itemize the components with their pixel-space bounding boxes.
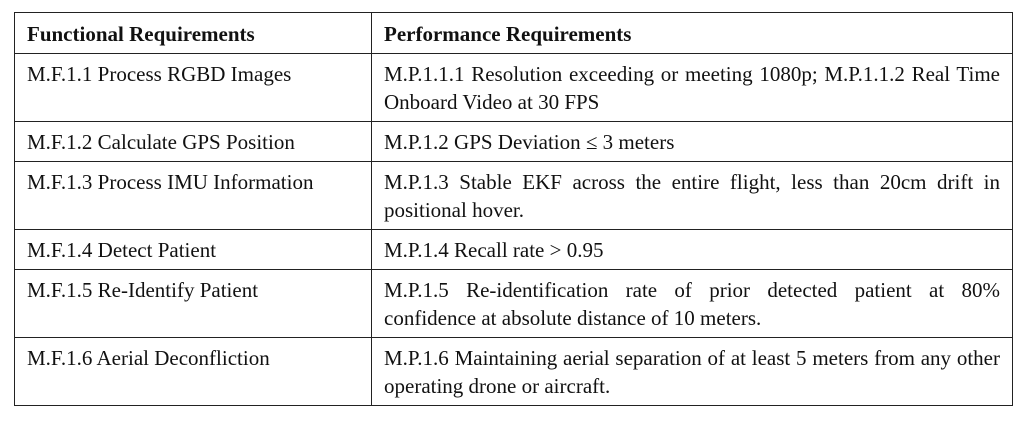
performance-requirement-cell: M.P.1.6 Maintaining aerial separation of at least 5 meters from any other operating drone or aircraft.: [372, 338, 1013, 406]
table-row: [15, 270, 1013, 338]
table-body: [15, 54, 1013, 406]
performance-requirement-cell: M.P.1.3 Stable EKF across the entire flight, less than 20cm drift in positional hover.: [372, 162, 1013, 230]
header-functional-requirements: Functional Requirements: [15, 13, 372, 54]
functional-requirement-cell: M.F.1.4 Detect Patient: [15, 230, 372, 270]
table-row: [15, 122, 1013, 162]
requirements-table: [14, 12, 1013, 406]
functional-requirement-cell: M.F.1.3 Process IMU Information: [15, 162, 372, 230]
functional-requirement-cell: M.F.1.2 Calculate GPS Position: [15, 122, 372, 162]
functional-requirement-cell: M.F.1.5 Re-Identify Patient: [15, 270, 372, 338]
table-row: [15, 338, 1013, 406]
table-row: [15, 230, 1013, 270]
performance-requirement-cell: M.P.1.5 Re-identification rate of prior detected patient at 80% confidence at absolute distance of 10 meters.: [372, 270, 1013, 338]
table-row: [15, 162, 1013, 230]
table-header: [15, 13, 1013, 54]
performance-requirement-cell: M.P.1.1.1 Resolution exceeding or meeting 1080p; M.P.1.1.2 Real Time Onboard Video at 30 FPS: [372, 54, 1013, 122]
performance-requirement-cell: M.P.1.2 GPS Deviation ≤ 3 meters: [372, 122, 1013, 162]
header-row: [15, 13, 1013, 54]
header-performance-requirements: Performance Requirements: [372, 13, 1013, 54]
performance-requirement-cell: M.P.1.4 Recall rate > 0.95: [372, 230, 1013, 270]
functional-requirement-cell: M.F.1.1 Process RGBD Images: [15, 54, 372, 122]
functional-requirement-cell: M.F.1.6 Aerial Deconfliction: [15, 338, 372, 406]
table-row: [15, 54, 1013, 122]
